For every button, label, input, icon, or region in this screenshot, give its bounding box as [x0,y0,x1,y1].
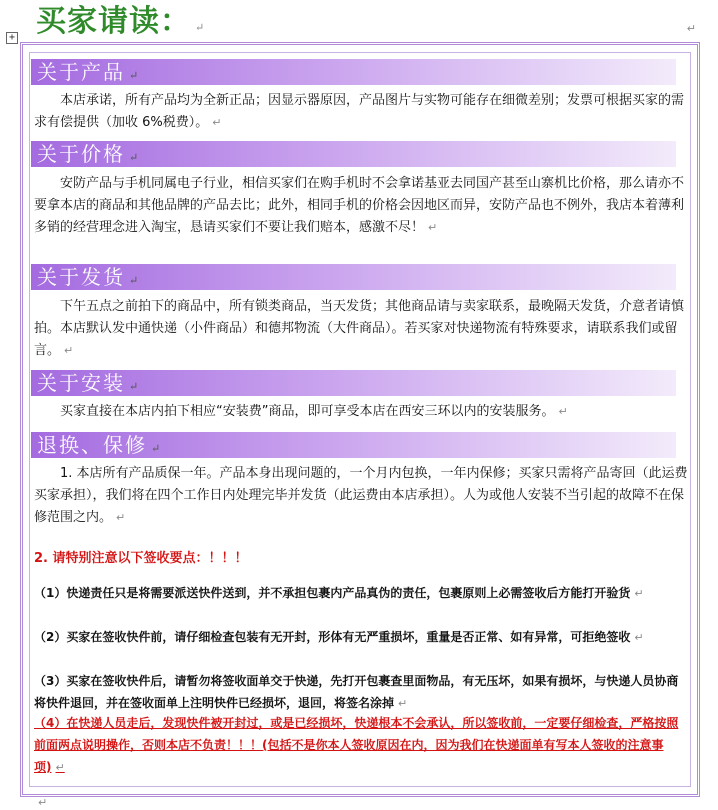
page-title [36,4,205,46]
paragraph-mark-icon: ↵ [558,405,568,418]
section-heading-text: 关于产品 [37,60,125,84]
paragraph-mark-icon: ↵ [634,587,644,600]
paragraph-mark-icon: ↵ [686,22,696,35]
paragraph-mark-icon: ↵ [634,631,644,644]
section-heading-text: 关于安装 [37,371,125,395]
paragraph-mark-icon: ↵ [55,761,65,774]
page-title-text: 买家请读： [36,4,191,39]
paragraph-mark-icon: ↵ [212,116,222,129]
section-paragraph: 1. 本店所有产品质保一年。产品本身出现问题的，一个月内包换，一年内保修；买家只需将产品寄回（此运费买家承担），我们将在四个工作日内处理完毕并发货（此运费由本店承担）。人为或他人安装不当引起的故障不在保修范围之内。 [34,466,688,525]
section-paragraph: 下午五点之前拍下的商品中，所有锁类商品，当天发货；其他商品请与卖家联系，最晚隔天发货，介意者请慎拍。本店默认发中通快递（小件商品）和德邦物流（大件商品）。若买家对快递物流有特殊要求，请联系我们或留言。 [34,299,685,358]
section-body-shipping [34,296,690,362]
section-body-products [34,90,690,134]
paragraph-mark-icon: ↵ [151,442,161,455]
signing-notice-text: （3）买家在签收快件后，请暂勿将签收面单交于快递，先打开包裹查里面物品，有无压坏，如果有损坏，与快递人员协商将快件退回，并在签收面单上注明快件已经损坏，退回，将签名涂掉 [34,674,679,710]
section-heading-text: 关于价格 [37,142,125,166]
paragraph-mark-icon: ↵ [129,69,139,82]
paragraph-mark-icon: ↵ [398,697,408,710]
section-header-warranty [31,432,676,458]
section-header-installation [31,370,676,396]
section-header-products [31,59,676,85]
paragraph-mark-icon: ↵ [38,796,48,809]
section-paragraph: 本店承诺，所有产品均为全新正品；因显示器原因，产品图片与实物可能存在细微差别；发票可根据买家的需求有偿提供（加收 6%税费）。 [34,93,685,130]
signing-notice-item [34,582,688,605]
signing-notice-item [34,626,688,649]
paragraph-mark-icon: ↵ [64,344,74,357]
signing-notice-title-text: 2. 请特别注意以下签收要点：！！！ [34,551,248,566]
table-move-handle-icon[interactable]: + [6,32,18,44]
section-header-shipping [31,264,676,290]
paragraph-mark-icon: ↵ [428,221,438,234]
signing-notice-title [34,548,684,570]
paragraph-mark-icon: ↵ [129,380,139,393]
section-header-price [31,141,676,167]
section-paragraph: 买家直接在本店内拍下相应“安装费”商品，即可享受本店在西安三环以内的安装服务。 [60,404,555,419]
section-body-warranty [34,463,690,529]
paragraph-mark-icon: ↵ [129,274,139,287]
section-paragraph: 安防产品与手机同属电子行业，相信买家们在购手机时不会拿诺基亚去同国产甚至山寨机比价格，那么请亦不要拿本店的商品和其他品牌的产品去比；此外，相同手机的价格会因地区而异，安防产品也不例外，我店本着薄利多销的经营理念进入淘宝，恳请买家们不要让我们赔本，感激不尽！ [34,176,685,235]
signing-notice-item [34,670,688,715]
section-heading-text: 关于发货 [37,265,125,289]
signing-notice-text: （1）快递责任只是将需要派送快件送到，并不承担包裹内产品真伪的责任，包裹原则上必需签收后方能打开验货 [34,586,631,600]
signing-notice-text: （4）在快递人员走后，发现快件被开封过，或是已经损坏，快递根本不会承认，所以签收前，一定要仔细检查，严格按照前面两点说明操作，否则本店不负责！！！(包括不是你本人签收原因在内，因为我们在快递面单有写本人签收的注意事项) [34,716,679,774]
paragraph-mark-icon: ↵ [129,151,139,164]
paragraph-mark-icon: ↵ [195,21,206,34]
section-heading-text: 退换、保修 [37,433,147,457]
paragraph-mark-icon: ↵ [116,511,126,524]
signing-notice-text: （2）买家在签收快件前，请仔细检查包装有无开封，形体有无严重损坏，重量是否正常、如有异常，可拒绝签收 [34,630,631,644]
signing-notice-warning [34,712,688,779]
section-body-installation [34,401,690,423]
section-body-price [34,173,690,239]
